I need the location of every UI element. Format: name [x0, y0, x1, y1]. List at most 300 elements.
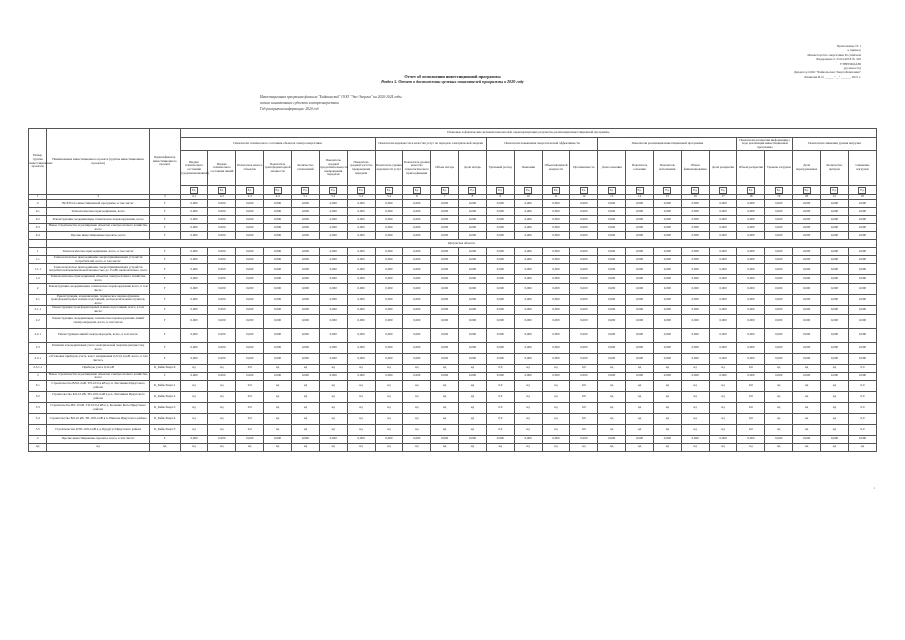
value-cell: 0,000 — [375, 353, 403, 364]
header-unit-cell — [291, 186, 319, 195]
approval-line: Приложение № 1 — [836, 44, 861, 48]
value-cell: нд — [793, 443, 821, 451]
value-cell: нд — [765, 391, 793, 402]
value-cell: 0,000 — [514, 435, 542, 443]
value-cell: 0,000 — [570, 328, 598, 342]
value-cell: нд — [431, 391, 459, 402]
row-name: Технологическое присоединение, всего, в том числе: — [47, 248, 149, 256]
value-cell: нд — [598, 424, 626, 435]
row-number: 2.3.1.1 — [29, 364, 47, 372]
value-cell: 0,000 — [459, 216, 487, 224]
header-sub-cell: Уровень загрузки — [765, 151, 793, 186]
value-cell: нд — [514, 402, 542, 413]
value-cell: 0,000 — [208, 216, 236, 224]
value-cell: нд — [347, 443, 375, 451]
row-id: Г — [149, 248, 180, 256]
row-name: Строительство ВЛ-0,4 кВ, ТП-10/0,4 кВ в р.п. Листвянка Иркутского района — [47, 380, 149, 391]
value-cell: 0,000 — [180, 328, 208, 342]
value-cell: 0,000 — [208, 232, 236, 240]
value-cell: нд — [653, 380, 681, 391]
value-cell: нд — [709, 380, 737, 391]
value-cell: 0,000 — [793, 328, 821, 342]
value-cell: 0,000 — [291, 200, 319, 208]
approval-line: Директор ООО "Байкальская ЭнергоКомпания" — [794, 70, 861, 75]
value-cell: нд — [793, 402, 821, 413]
unit-box: Ед. — [247, 187, 252, 192]
row-id: Г — [149, 275, 180, 283]
col-header-number: Номер группы инвестиционных проектов — [29, 129, 47, 195]
row-name: Развитие и модернизация учета электрической энергии (мощности), всего — [47, 342, 149, 353]
row-id: Г — [149, 294, 180, 306]
header-sub-cell: Доля перегруженных — [793, 151, 821, 186]
value-cell: 0,000 — [291, 435, 319, 443]
value-cell: 0,000 — [598, 216, 626, 224]
value-cell: нд — [542, 364, 570, 372]
approval-line: Фамилия И.О. _____ "__" ______ 2021 г. — [804, 74, 861, 79]
unit-box: Ед. — [414, 187, 419, 192]
value-cell: 0,000 — [180, 232, 208, 240]
value-cell: 0,000 — [709, 232, 737, 240]
value-cell: 0,000 — [542, 342, 570, 353]
value-cell: 0,000 — [598, 353, 626, 364]
value-cell: 0,000 — [681, 435, 709, 443]
value-cell: нд — [347, 364, 375, 372]
row-name: Прочие инвестиционные проекты, всего, в том числе: — [47, 435, 149, 443]
value-cell: 0,000 — [598, 435, 626, 443]
value-cell: нд — [793, 424, 821, 435]
value-cell: нд — [291, 380, 319, 391]
column-number: 4.1 — [180, 195, 208, 200]
value-cell: 0,000 — [403, 264, 431, 275]
value-cell: 0,000 — [626, 353, 654, 364]
value-cell: 0,000 — [486, 372, 514, 380]
value-cell: нд — [681, 391, 709, 402]
value-cell: 0,000 — [375, 342, 403, 353]
value-cell: нд — [431, 413, 459, 424]
value-cell: 0,000 — [821, 200, 849, 208]
value-cell: 0,000 — [681, 216, 709, 224]
value-cell: 0,000 — [737, 306, 765, 314]
value-cell: 0,000 — [403, 248, 431, 256]
value-cell: 0,000 — [653, 200, 681, 208]
value-cell: 0,000 — [264, 224, 292, 232]
value-cell: 0,000 — [347, 232, 375, 240]
column-number: 8 — [459, 195, 487, 200]
value-cell: нд — [375, 424, 403, 435]
value-cell: 0,000 — [264, 328, 292, 342]
header-unit-cell — [570, 186, 598, 195]
value-cell: 0,000 — [765, 342, 793, 353]
value-cell: 0,000 — [319, 372, 347, 380]
value-cell: 0,000 — [681, 314, 709, 328]
value-cell: 0,000 — [514, 216, 542, 224]
value-cell: 0,000 — [598, 372, 626, 380]
value-cell: 0,000 — [403, 372, 431, 380]
value-cell: нд — [626, 402, 654, 413]
value-cell: 0,000 — [459, 294, 487, 306]
value-cell: 0,000 — [793, 208, 821, 216]
value-cell: 0,000 — [431, 224, 459, 232]
value-cell: 0,000 — [264, 342, 292, 353]
value-cell: нд — [208, 364, 236, 372]
value-cell: 0,000 — [403, 314, 431, 328]
value-cell: 0,000 — [653, 264, 681, 275]
value-cell: 0,000 — [709, 275, 737, 283]
value-cell: 0,000 — [793, 224, 821, 232]
value-cell: 0,000 — [848, 256, 876, 264]
value-cell: 0,000 — [653, 342, 681, 353]
value-cell: 0,000 — [264, 275, 292, 283]
value-cell: 0,000 — [486, 256, 514, 264]
header-sub-cell: Показатель средней частоты прекращения передачи — [347, 151, 375, 186]
value-cell: 0,000 — [236, 264, 264, 275]
value-cell: 0,000 — [570, 294, 598, 306]
value-cell: 0,0 — [486, 391, 514, 402]
value-cell: 0,000 — [821, 306, 849, 314]
value-cell: нд — [709, 443, 737, 451]
value-cell: 0,000 — [709, 372, 737, 380]
value-cell: 0,000 — [319, 275, 347, 283]
value-cell: 0,000 — [821, 216, 849, 224]
header-unit-cell — [681, 186, 709, 195]
value-cell: 0,0 — [570, 391, 598, 402]
value-cell: 0,000 — [403, 435, 431, 443]
value-cell: 0,000 — [431, 275, 459, 283]
header-sub-cell: Удельный расход — [486, 151, 514, 186]
value-cell: нд — [264, 443, 292, 451]
value-cell: нд — [459, 443, 487, 451]
value-cell: 0,0 — [737, 413, 765, 424]
value-cell: 0,000 — [486, 208, 514, 216]
unit-box: Ед. — [275, 187, 280, 192]
value-cell: нд — [514, 443, 542, 451]
row-number: 2.1.1 — [29, 306, 47, 314]
value-cell: нд — [514, 391, 542, 402]
value-cell: 0,000 — [431, 372, 459, 380]
header-row-top — [29, 129, 877, 138]
value-cell: 0,000 — [542, 264, 570, 275]
value-cell: 0,000 — [653, 283, 681, 294]
value-cell: 0,000 — [737, 294, 765, 306]
value-cell: 0,000 — [319, 216, 347, 224]
row-name: Приборы учета 0,22 кВ — [47, 364, 149, 372]
value-cell: 0,000 — [709, 208, 737, 216]
value-cell: нд — [514, 380, 542, 391]
value-cell: 0,000 — [514, 248, 542, 256]
value-cell: 0,000 — [821, 328, 849, 342]
value-cell: 0,000 — [319, 283, 347, 294]
value-cell: нд — [264, 424, 292, 435]
value-cell: 0,000 — [542, 275, 570, 283]
value-cell: 0,000 — [737, 353, 765, 364]
value-cell: 0,000 — [765, 328, 793, 342]
value-cell: нд — [375, 443, 403, 451]
value-cell: 0,000 — [514, 256, 542, 264]
value-cell: 0,000 — [403, 342, 431, 353]
unit-box: Ед. — [721, 187, 726, 192]
value-cell: 0,000 — [737, 208, 765, 216]
value-cell: 0,0 — [848, 391, 876, 402]
table-row — [29, 200, 877, 208]
value-cell: 0,000 — [375, 294, 403, 306]
value-cell: 0,000 — [264, 306, 292, 314]
value-cell: 0,000 — [459, 372, 487, 380]
value-cell: 0,000 — [570, 232, 598, 240]
value-cell: нд — [542, 402, 570, 413]
value-cell: 0,000 — [793, 248, 821, 256]
header-group-f: Показатели снижения уровня нагрузки — [793, 138, 877, 151]
value-cell: 0,000 — [291, 283, 319, 294]
value-cell: 0,000 — [264, 256, 292, 264]
document-subtitle: Раздел 5. Отчет о достижении целевых показателей программы в 2020 году — [381, 79, 524, 84]
value-cell: 0,000 — [681, 342, 709, 353]
column-number: 13 — [598, 195, 626, 200]
value-cell: 0,000 — [848, 306, 876, 314]
value-cell: 0,000 — [542, 248, 570, 256]
value-cell: нд — [375, 413, 403, 424]
value-cell: 0,000 — [626, 372, 654, 380]
value-cell: нд — [514, 413, 542, 424]
header-unit-cell — [737, 186, 765, 195]
value-cell: 0,000 — [486, 306, 514, 314]
value-cell: нд — [793, 380, 821, 391]
header-group-d: Показатели реализации инвестиционной программы — [598, 138, 737, 151]
header-sub-cell: Показатель уровня надежности услуг — [375, 151, 403, 186]
value-cell: 0,000 — [431, 208, 459, 216]
row-number: 1.2 — [29, 275, 47, 283]
value-cell: нд — [431, 364, 459, 372]
value-cell: нд — [375, 364, 403, 372]
row-id: Г — [149, 328, 180, 342]
unit-box: Ед. — [386, 187, 391, 192]
value-cell: 0,000 — [765, 294, 793, 306]
value-cell: 0,0 — [848, 402, 876, 413]
column-number: 6 — [403, 195, 431, 200]
value-cell: 0,000 — [848, 216, 876, 224]
value-cell: 0,000 — [765, 306, 793, 314]
value-cell: 0,000 — [375, 372, 403, 380]
unit-box: Ед. — [832, 187, 837, 192]
value-cell: 0,000 — [319, 232, 347, 240]
value-cell: 0,000 — [793, 232, 821, 240]
value-cell: 0,000 — [681, 353, 709, 364]
row-number: 0.4 — [29, 232, 47, 240]
value-cell: 0,0 — [570, 424, 598, 435]
table-row — [29, 353, 877, 364]
header-unit-cell — [821, 186, 849, 195]
value-cell: 0,000 — [598, 306, 626, 314]
value-cell: 0,000 — [431, 328, 459, 342]
value-cell: 0,000 — [319, 264, 347, 275]
row-number: 1.1 — [29, 256, 47, 264]
value-cell: 0,000 — [208, 208, 236, 216]
value-cell: 0,000 — [821, 224, 849, 232]
value-cell: 0,0 — [848, 424, 876, 435]
approval-line: УТВЕРЖДАЮ — [839, 61, 861, 66]
value-cell: 0,000 — [626, 306, 654, 314]
unit-box: Ед. — [553, 187, 559, 192]
value-cell: 0,0 — [737, 391, 765, 402]
value-cell: 0,0 — [486, 380, 514, 391]
value-cell: нд — [180, 402, 208, 413]
value-cell: 0,000 — [264, 208, 292, 216]
row-number: 0 — [29, 200, 47, 208]
value-cell: нд — [765, 413, 793, 424]
value-cell: 0,000 — [709, 224, 737, 232]
header-unit-cell — [180, 186, 208, 195]
unit-box: Ед. — [693, 187, 698, 192]
value-cell: 0,000 — [347, 216, 375, 224]
value-cell: 0,000 — [319, 294, 347, 306]
value-cell: 0,000 — [375, 208, 403, 216]
value-cell: нд — [236, 443, 264, 451]
value-cell: 0,000 — [403, 353, 431, 364]
header-unit-cell — [319, 186, 347, 195]
header-sub-cell: Доля раскрытия — [709, 151, 737, 186]
unit-box: Ед. — [442, 187, 447, 192]
value-cell: 0,000 — [765, 200, 793, 208]
value-cell: 0,000 — [709, 435, 737, 443]
value-cell: 0,000 — [347, 435, 375, 443]
value-cell: 0,000 — [793, 264, 821, 275]
table-row — [29, 283, 877, 294]
value-cell: нд — [403, 413, 431, 424]
value-cell: 0,000 — [737, 275, 765, 283]
value-cell: 0,0 — [848, 413, 876, 424]
value-cell: 0,000 — [486, 275, 514, 283]
row-number: 3 — [29, 372, 47, 380]
col-header-id: Идентификатор инвестиционного проекта — [149, 129, 180, 195]
value-cell: нд — [431, 380, 459, 391]
header-sub-cell: Протяженность — [570, 151, 598, 186]
value-cell: 0,000 — [626, 435, 654, 443]
value-cell: нд — [598, 380, 626, 391]
value-cell: нд — [626, 413, 654, 424]
value-cell: 0,000 — [486, 224, 514, 232]
header-sub-cell: Показатель исполнения — [653, 151, 681, 186]
column-number: 22 — [848, 195, 876, 200]
value-cell: нд — [542, 380, 570, 391]
header-sub-cell: Количество центров — [821, 151, 849, 186]
value-cell: 0,000 — [431, 200, 459, 208]
value-cell: 0,000 — [403, 216, 431, 224]
value-cell: нд — [709, 402, 737, 413]
value-cell: 0,000 — [347, 294, 375, 306]
value-cell: 0,000 — [598, 248, 626, 256]
column-number: 5.3 — [347, 195, 375, 200]
value-cell: нд — [653, 424, 681, 435]
value-cell: 0,000 — [180, 314, 208, 328]
row-number: 4 — [29, 435, 47, 443]
column-number: 10 — [514, 195, 542, 200]
value-cell: 0,0 — [486, 402, 514, 413]
value-cell: нд — [681, 380, 709, 391]
value-cell: 0,000 — [208, 248, 236, 256]
value-cell: 0,000 — [264, 283, 292, 294]
value-cell: нд — [709, 364, 737, 372]
value-cell: 0,000 — [180, 372, 208, 380]
value-cell: 0,000 — [681, 208, 709, 216]
value-cell: 0,000 — [848, 264, 876, 275]
value-cell: 0,000 — [486, 283, 514, 294]
value-cell: 0,000 — [681, 294, 709, 306]
value-cell: 0,000 — [319, 306, 347, 314]
value-cell: 0,000 — [291, 294, 319, 306]
value-cell: 0,000 — [264, 372, 292, 380]
value-cell: 0,0 — [236, 402, 264, 413]
value-cell: нд — [626, 364, 654, 372]
value-cell: 0,000 — [208, 275, 236, 283]
value-cell: 0,000 — [375, 275, 403, 283]
value-cell: 0,000 — [598, 314, 626, 328]
value-cell: 0,000 — [347, 224, 375, 232]
value-cell: 0,000 — [570, 224, 598, 232]
row-id: Г — [149, 314, 180, 328]
value-cell: 0,000 — [291, 256, 319, 264]
value-cell: 0,000 — [486, 342, 514, 353]
unit-box: Ед. — [665, 187, 670, 192]
value-cell: 0,000 — [626, 342, 654, 353]
value-cell: 0,000 — [653, 328, 681, 342]
value-cell: 0,000 — [236, 232, 264, 240]
value-cell: нд — [459, 380, 487, 391]
header-group-a: Показатели технического состояния объектов электроэнергетики — [180, 138, 375, 151]
value-cell: 0,0 — [236, 391, 264, 402]
value-cell: нд — [542, 424, 570, 435]
value-cell: 0,000 — [180, 256, 208, 264]
value-cell: 0,000 — [626, 232, 654, 240]
value-cell: 0,000 — [681, 224, 709, 232]
value-cell: 0,000 — [319, 342, 347, 353]
value-cell: 0,000 — [570, 216, 598, 224]
value-cell: 0,000 — [765, 232, 793, 240]
value-cell: 0,000 — [291, 232, 319, 240]
header-sub-cell: Объем финансирования — [681, 151, 709, 186]
unit-box: Ед. — [637, 187, 642, 192]
value-cell: нд — [208, 413, 236, 424]
value-cell: 0,000 — [264, 353, 292, 364]
value-cell: нд — [264, 402, 292, 413]
value-cell: 0,000 — [653, 314, 681, 328]
value-cell: нд — [264, 391, 292, 402]
value-cell: нд — [180, 380, 208, 391]
value-cell: нд — [403, 424, 431, 435]
value-cell: 0,000 — [570, 306, 598, 314]
header-group-e: Показатели раскрытия информации о ходе реализации инвестиционной программы — [737, 138, 793, 151]
value-cell: 0,000 — [236, 283, 264, 294]
value-cell: 0,000 — [264, 435, 292, 443]
value-cell: 0,000 — [821, 294, 849, 306]
value-cell: нд — [291, 413, 319, 424]
value-cell: нд — [681, 443, 709, 451]
column-number: 1 — [29, 195, 47, 200]
row-id: Г — [149, 306, 180, 314]
value-cell: нд — [319, 380, 347, 391]
value-cell: 0,000 — [291, 264, 319, 275]
value-cell: 0,000 — [626, 208, 654, 216]
value-cell: 0,000 — [347, 342, 375, 353]
value-cell: 0,000 — [737, 256, 765, 264]
indicators-table-wrap — [28, 128, 877, 452]
row-name: Строительство КТП-10/0,4 кВ в д. Бурдугуз Иркутского района — [47, 424, 149, 435]
value-cell: 0,000 — [431, 248, 459, 256]
value-cell: 0,000 — [626, 256, 654, 264]
value-cell: нд — [821, 424, 849, 435]
column-number: 20 — [793, 195, 821, 200]
value-cell: 0,000 — [626, 200, 654, 208]
value-cell: нд — [264, 380, 292, 391]
col-header-name: Наименование инвестиционного проекта (группы инвестиционных проектов) — [47, 129, 149, 195]
